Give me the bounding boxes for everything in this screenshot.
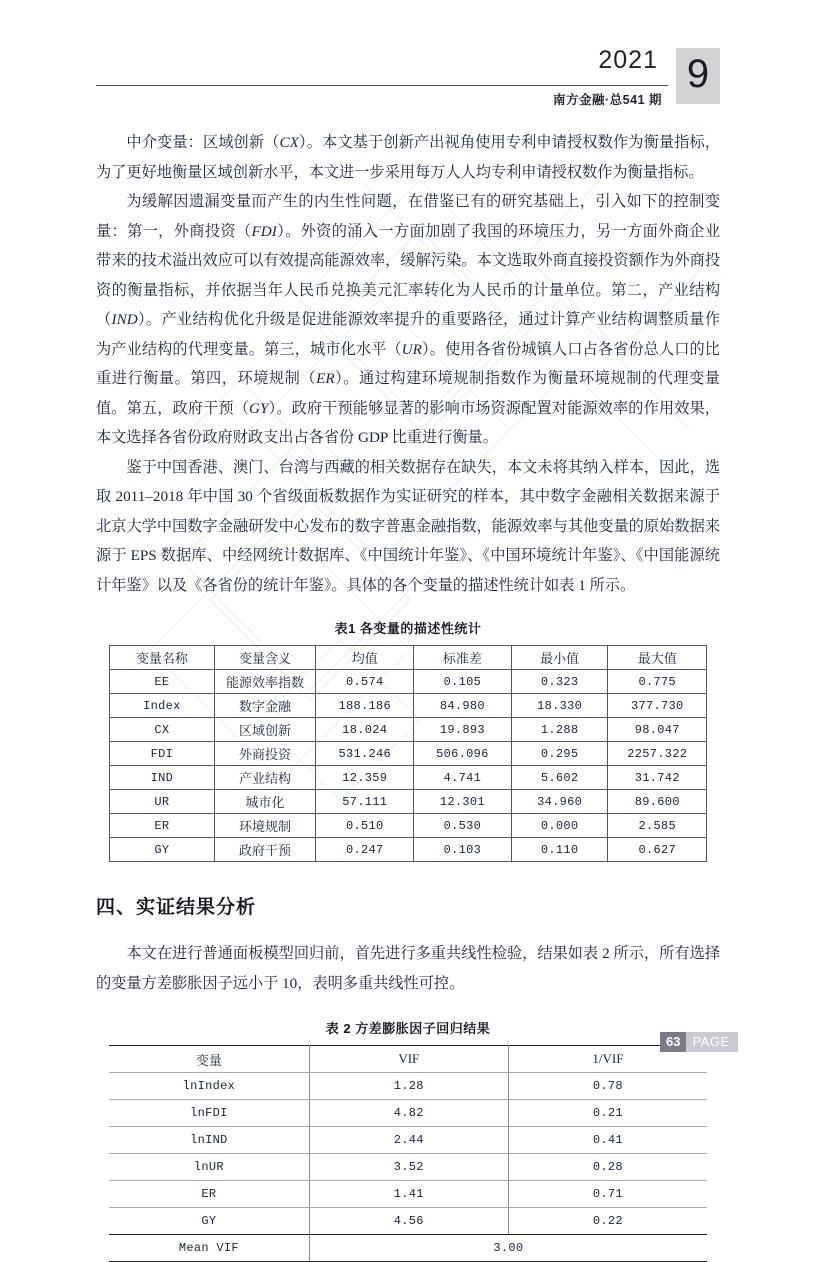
table-cell: lnIND (109, 1127, 309, 1154)
table-cell: 0.103 (414, 838, 512, 862)
table-cell: 0.775 (608, 670, 707, 694)
footer-page-number: 63 (660, 1032, 686, 1052)
table-cell: 4.82 (309, 1100, 508, 1127)
table-cell: GY (110, 838, 215, 862)
table-cell: 1.288 (511, 718, 608, 742)
table-cell: 环境规制 (214, 814, 316, 838)
table-cell: 531.246 (316, 742, 414, 766)
table2-mean-vif-row (109, 1235, 707, 1262)
table-cell: 4.56 (309, 1208, 508, 1235)
table-cell: EE (110, 670, 215, 694)
table-cell: 0.110 (511, 838, 608, 862)
table-cell: 12.301 (414, 790, 512, 814)
table-cell: ER (110, 814, 215, 838)
table-cell: 98.047 (608, 718, 707, 742)
table-cell: 产业结构 (214, 766, 316, 790)
table-cell: 1.28 (309, 1073, 508, 1100)
table-row (110, 718, 707, 742)
table2-col-variable: 变量 (109, 1046, 309, 1073)
table1-col-variable-meaning: 变量含义 (214, 646, 316, 670)
table-cell: CX (110, 718, 215, 742)
paragraph-sample-data-sources: 鉴于中国香港、澳门、台湾与西藏的相关数据存在缺失，本文未将其纳入样本，因此，选取 2011–2018 年中国 30 个省级面板数据作为实证研究的样本，其中数字金融相关数据来源于北京大学中国数字金融研发中心发布的数字普惠金融指数，能源效率与其他变量的原始数据来源于 EPS 数据库、中经网统计数据库、《中国统计年鉴》、《中国环境统计年鉴》、《中国能源统计年鉴》以及《各省份的统计年鉴》。具体的各个变量的描述性统计如表 1 所示。 (96, 458, 720, 594)
table-cell: 5.602 (511, 766, 608, 790)
table-cell: IND (110, 766, 215, 790)
header-rule (96, 85, 668, 86)
header-year: 2021 (598, 46, 658, 74)
table2-mean-vif-label: Mean VIF (109, 1235, 309, 1262)
table1-col-mean: 均值 (316, 646, 414, 670)
table-cell: lnUR (109, 1154, 309, 1181)
table-row (110, 742, 707, 766)
table-cell: 31.742 (608, 766, 707, 790)
table-cell: 4.741 (414, 766, 512, 790)
table2-col-inv-vif: 1/VIF (508, 1046, 707, 1073)
table-row (109, 1181, 707, 1208)
table-cell: GY (109, 1208, 309, 1235)
table-cell: 城市化 (214, 790, 316, 814)
table-cell: UR (110, 790, 215, 814)
table1-caption: 表1 各变量的描述性统计 (334, 621, 482, 636)
table-cell: 0.22 (508, 1208, 707, 1235)
footer-page-label: PAGE (686, 1032, 737, 1052)
page-header (96, 46, 720, 122)
table-vif-regression-results (109, 1045, 707, 1262)
table-row (110, 670, 707, 694)
table1-header-row (110, 646, 707, 670)
table-cell: 3.52 (309, 1154, 508, 1181)
table-cell: FDI (110, 742, 215, 766)
table-descriptive-statistics (109, 645, 707, 862)
table-cell: 18.330 (511, 694, 608, 718)
table-cell: 外商投资 (214, 742, 316, 766)
table-cell: 0.78 (508, 1073, 707, 1100)
table-cell: 0.295 (511, 742, 608, 766)
table-row (109, 1208, 707, 1235)
table2-body (109, 1073, 707, 1235)
table-row (110, 766, 707, 790)
header-issue: 南方金融·总541 期 (553, 93, 662, 107)
table-cell: 2.44 (309, 1127, 508, 1154)
table-cell: 0.530 (414, 814, 512, 838)
page-footer (660, 1032, 738, 1052)
page-content (96, 128, 720, 1262)
table-cell: 89.600 (608, 790, 707, 814)
table-cell: 188.186 (316, 694, 414, 718)
table-cell: 0.000 (511, 814, 608, 838)
table-row (110, 790, 707, 814)
table-cell: 1.41 (309, 1181, 508, 1208)
table-cell: 12.359 (316, 766, 414, 790)
table-row (109, 1154, 707, 1181)
table-row (109, 1127, 707, 1154)
table-cell: 0.41 (508, 1127, 707, 1154)
table1-col-min: 最小值 (511, 646, 608, 670)
table2-col-vif: VIF (309, 1046, 508, 1073)
table1-col-max: 最大值 (608, 646, 707, 670)
paragraph-multicollinearity: 本文在进行普通面板模型回归前，首先进行多重共线性检验，结果如表 2 所示，所有选择的变量方差膨胀因子远小于 10，表明多重共线性可控。 (96, 945, 720, 992)
table-cell: 506.096 (414, 742, 512, 766)
table-row (110, 814, 707, 838)
table-cell: 0.71 (508, 1181, 707, 1208)
table-cell: 数字金融 (214, 694, 316, 718)
table-cell: 政府干预 (214, 838, 316, 862)
table-cell: ER (109, 1181, 309, 1208)
table-row (109, 1073, 707, 1100)
table-cell: 0.574 (316, 670, 414, 694)
table2-caption: 表 2 方差膨胀因子回归结果 (325, 1021, 491, 1036)
table-cell: 19.893 (414, 718, 512, 742)
table-cell: 377.730 (608, 694, 707, 718)
table1-body (110, 670, 707, 862)
paragraph-mediator-variable: 中介变量：区域创新（CX）。本文基于创新产出视角使用专利申请授权数作为衡量指标，为了更好地衡量区域创新水平，本文进一步采用每万人人均专利申请授权数作为衡量指标。 (96, 134, 721, 181)
table-cell: 0.323 (511, 670, 608, 694)
table-cell: lnFDI (109, 1100, 309, 1127)
table-row (110, 838, 707, 862)
table-cell: 区域创新 (214, 718, 316, 742)
table-cell: Index (110, 694, 215, 718)
table-cell: 0.510 (316, 814, 414, 838)
table1-col-variable-name: 变量名称 (110, 646, 215, 670)
section-heading-empirical-results: 四、实证结果分析 (96, 897, 257, 918)
table-cell: 0.21 (508, 1100, 707, 1127)
table-cell: lnIndex (109, 1073, 309, 1100)
table-cell: 能源效率指数 (214, 670, 316, 694)
header-issue-number: 9 (686, 52, 710, 96)
table-row (110, 694, 707, 718)
table-cell: 2.585 (608, 814, 707, 838)
table-cell: 0.247 (316, 838, 414, 862)
table-cell: 0.28 (508, 1154, 707, 1181)
table2-mean-vif-value: 3.00 (309, 1235, 707, 1262)
table-cell: 34.960 (511, 790, 608, 814)
table-cell: 84.980 (414, 694, 512, 718)
table-cell: 18.024 (316, 718, 414, 742)
paragraph-control-variables: 为缓解因遗漏变量而产生的内生性问题，在借鉴已有的研究基础上，引入如下的控制变量：第一，外商投资（FDI）。外资的涌入一方面加剧了我国的环境压力，另一方面外商企业带来的技术溢出效应可以有效提高能源效率，缓解污染。本文选取外商直接投资额作为外商投资的衡量指标，并依据当年人民币兑换美元汇率转化为人民币的计量单位。第二，产业结构（IND）。产业结构优化升级是促进能源效率提升的重要路径，通过计算产业结构调整质量作为产业结构的代理变量。第三，城市化水平（UR）。使用各省份城镇人口占各省份总人口的比重进行衡量。第四，环境规制（ER）。通过构建环境规制指数作为衡量环境规制的代理变量值。第五，政府干预（GY）。政府干预能够显著的影响市场资源配置对能源效率的作用效果，本文选择各省份政府财政支出占各省份 GDP 比重进行衡量。 (96, 193, 721, 446)
table-row (109, 1100, 707, 1127)
table-cell: 2257.322 (608, 742, 707, 766)
table1-col-std: 标准差 (414, 646, 512, 670)
table2-header-row (109, 1046, 707, 1073)
table-cell: 0.105 (414, 670, 512, 694)
table-cell: 0.627 (608, 838, 707, 862)
table-cell: 57.111 (316, 790, 414, 814)
